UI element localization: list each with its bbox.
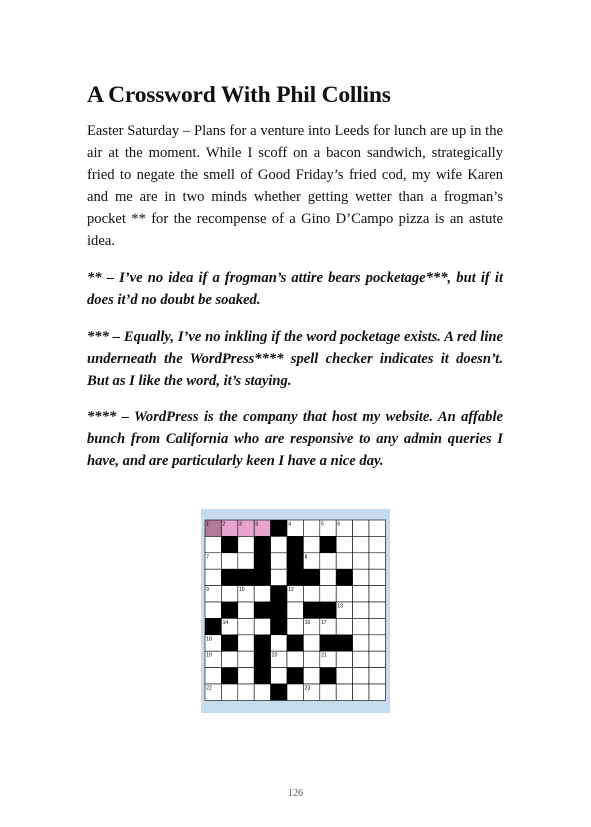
crossword-cell bbox=[336, 618, 352, 634]
crossword-cell bbox=[254, 586, 270, 602]
clue-number: 22 bbox=[206, 685, 212, 692]
crossword-cell bbox=[254, 684, 270, 700]
crossword-black-cell bbox=[320, 602, 336, 618]
clue-number: 3 bbox=[239, 521, 242, 528]
clue-number: 21 bbox=[321, 652, 327, 659]
clue-number: 11 bbox=[271, 587, 278, 594]
crossword-cell bbox=[303, 635, 319, 651]
crossword-black-cell bbox=[205, 618, 221, 634]
crossword-cell bbox=[353, 684, 369, 700]
page-title: A Crossword With Phil Collins bbox=[87, 81, 391, 108]
crossword-cell bbox=[238, 635, 254, 651]
clue-number: 15 bbox=[271, 619, 278, 626]
clue-number: 9 bbox=[206, 587, 209, 594]
crossword-cell bbox=[369, 520, 385, 536]
crossword-grid bbox=[201, 509, 390, 713]
crossword-puzzle bbox=[201, 509, 390, 713]
crossword-cell bbox=[369, 651, 385, 667]
crossword-black-cell bbox=[287, 668, 303, 684]
crossword-black-cell bbox=[303, 569, 319, 585]
crossword-cell bbox=[353, 651, 369, 667]
page-number: 126 bbox=[288, 788, 303, 799]
footnote-3: **** – WordPress is the company that host my website. An affable bunch from California who are responsive to any admin queries I have, and are particularly keen I have a nice day. bbox=[87, 409, 503, 469]
crossword-cell bbox=[303, 520, 319, 536]
crossword-cell bbox=[320, 586, 336, 602]
crossword-black-cell bbox=[320, 635, 336, 651]
crossword-black-cell bbox=[254, 651, 270, 667]
crossword-cell bbox=[287, 684, 303, 700]
footnote-2: *** – Equally, I’ve no inkling if the word pocketage exists. A red line underneath the WordPress**** spell checker indicates it doesn’t. But as I like the word, it’s staying. bbox=[87, 329, 503, 389]
crossword-black-cell bbox=[303, 602, 319, 618]
crossword-cell bbox=[254, 618, 270, 634]
crossword-cell bbox=[271, 668, 287, 684]
crossword-cell bbox=[303, 668, 319, 684]
crossword-cell bbox=[221, 651, 237, 667]
crossword-cell bbox=[320, 684, 336, 700]
crossword-cell bbox=[303, 651, 319, 667]
crossword-cell bbox=[353, 586, 369, 602]
clue-number: 16 bbox=[304, 619, 311, 626]
crossword-cell bbox=[353, 635, 369, 651]
crossword-cell bbox=[271, 569, 287, 585]
crossword-cell bbox=[205, 602, 221, 618]
crossword-cell bbox=[369, 684, 385, 700]
crossword-cell bbox=[221, 586, 237, 602]
crossword-black-cell bbox=[254, 668, 270, 684]
footnote-1: ** – I’ve no idea if a frogman’s attire bears pocketage***, but if it does it’d no doubt be soaked. bbox=[87, 270, 503, 308]
crossword-cell bbox=[369, 586, 385, 602]
body-paragraph: Easter Saturday – Plans for a venture into Leeds for lunch are up in the air at the moment. While I scoff on a bacon sandwich, strategically fried to negate the smell of Good Friday’s fried cod, my wife Karen and me are in two minds whether getting wetter than a frogman’s pocket ** for the recompense of a Gino D’Campo pizza is an astute idea. bbox=[87, 123, 503, 249]
crossword-cell bbox=[353, 520, 369, 536]
crossword-cell bbox=[353, 569, 369, 585]
crossword-cell bbox=[336, 536, 352, 552]
crossword-cell bbox=[287, 618, 303, 634]
clue-number: 17 bbox=[321, 619, 327, 626]
clue-number: 2 bbox=[222, 521, 226, 528]
crossword-cell bbox=[287, 602, 303, 618]
crossword-black-cell bbox=[287, 536, 303, 552]
crossword-cell bbox=[221, 684, 237, 700]
crossword-black-cell bbox=[221, 569, 237, 585]
crossword-black-cell bbox=[271, 520, 287, 536]
crossword-cell bbox=[205, 569, 221, 585]
crossword-cell bbox=[369, 553, 385, 569]
crossword-cell bbox=[238, 553, 254, 569]
crossword-cell bbox=[369, 618, 385, 634]
crossword-cell bbox=[238, 536, 254, 552]
crossword-cell bbox=[320, 553, 336, 569]
crossword-cell bbox=[336, 586, 352, 602]
clue-number: 8 bbox=[304, 554, 308, 561]
crossword-black-cell bbox=[238, 569, 254, 585]
clue-number: 19 bbox=[206, 652, 212, 659]
crossword-black-cell bbox=[320, 536, 336, 552]
crossword-cell bbox=[287, 651, 303, 667]
crossword-cell bbox=[353, 668, 369, 684]
clue-number: 12 bbox=[288, 587, 294, 594]
crossword-black-cell bbox=[336, 569, 352, 585]
crossword-black-cell bbox=[254, 635, 270, 651]
crossword-cell bbox=[353, 553, 369, 569]
crossword-cell bbox=[238, 668, 254, 684]
crossword-cell bbox=[238, 684, 254, 700]
crossword-cell bbox=[303, 536, 319, 552]
crossword-black-cell bbox=[287, 635, 303, 651]
clue-number: 13 bbox=[337, 603, 343, 610]
crossword-black-cell bbox=[254, 569, 270, 585]
crossword-black-cell bbox=[221, 635, 237, 651]
crossword-black-cell bbox=[254, 553, 270, 569]
crossword-black-cell bbox=[336, 635, 352, 651]
crossword-black-cell bbox=[221, 602, 237, 618]
crossword-black-cell bbox=[221, 668, 237, 684]
clue-number: 5 bbox=[321, 521, 324, 528]
clue-number: 1 bbox=[206, 521, 209, 528]
crossword-cell bbox=[238, 651, 254, 667]
crossword-cell bbox=[271, 536, 287, 552]
clue-number: 4 bbox=[288, 521, 291, 528]
clue-number: 23 bbox=[304, 685, 311, 692]
crossword-cell bbox=[205, 536, 221, 552]
crossword-cell bbox=[353, 536, 369, 552]
crossword-cell bbox=[369, 602, 385, 618]
crossword-cell bbox=[369, 569, 385, 585]
crossword-cell bbox=[271, 553, 287, 569]
crossword-cell bbox=[369, 635, 385, 651]
clue-number: 20 bbox=[271, 652, 278, 659]
crossword-black-cell bbox=[254, 602, 270, 618]
crossword-cell bbox=[336, 553, 352, 569]
crossword-black-cell bbox=[221, 536, 237, 552]
crossword-cell bbox=[221, 553, 237, 569]
clue-number: 14 bbox=[222, 619, 229, 626]
crossword-cell bbox=[353, 618, 369, 634]
clue-number: 10 bbox=[239, 587, 245, 594]
crossword-cell bbox=[336, 684, 352, 700]
clue-number: 18 bbox=[206, 636, 212, 643]
crossword-cell bbox=[238, 618, 254, 634]
crossword-black-cell bbox=[320, 668, 336, 684]
clue-number: 6 bbox=[337, 521, 341, 528]
crossword-cell bbox=[353, 602, 369, 618]
clue-number: 3 bbox=[255, 521, 259, 528]
crossword-cell bbox=[336, 651, 352, 667]
crossword-black-cell bbox=[254, 536, 270, 552]
clue-number: 7 bbox=[206, 554, 209, 561]
crossword-black-cell bbox=[271, 684, 287, 700]
crossword-cell bbox=[303, 586, 319, 602]
crossword-cell bbox=[336, 668, 352, 684]
crossword-cell bbox=[369, 668, 385, 684]
crossword-black-cell bbox=[271, 602, 287, 618]
crossword-cell bbox=[320, 569, 336, 585]
crossword-cell bbox=[271, 635, 287, 651]
crossword-cell bbox=[238, 602, 254, 618]
crossword-black-cell bbox=[287, 553, 303, 569]
crossword-black-cell bbox=[287, 569, 303, 585]
crossword-cell bbox=[205, 668, 221, 684]
crossword-cell bbox=[369, 536, 385, 552]
